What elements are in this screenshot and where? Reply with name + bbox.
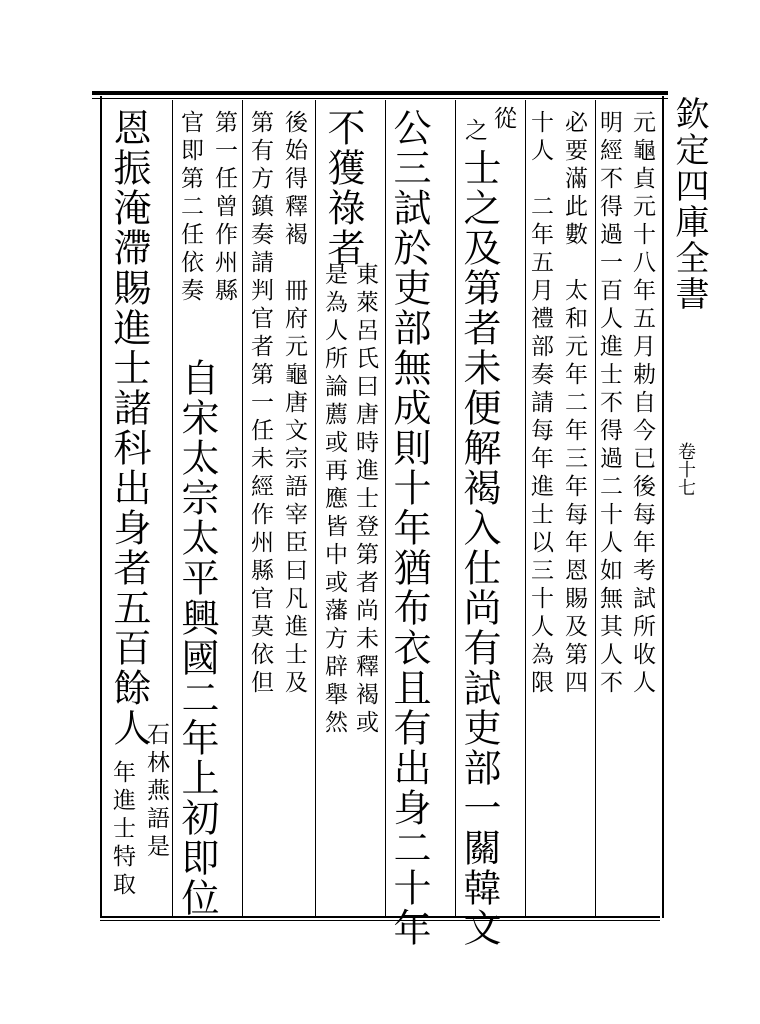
text-column: 之 — [461, 118, 487, 146]
book-title: 欽定四庫全書 — [669, 96, 709, 312]
text-column: 第有方鎮奏請判官者第一任未經作州縣官莫依但 — [247, 110, 273, 698]
top-border-thin — [92, 98, 668, 99]
text-column: 元龜貞元十八年五月勅自今已後每年考試所收人 — [629, 110, 655, 698]
column-divider — [385, 100, 386, 916]
bottom-border-thin — [100, 920, 660, 921]
column-divider — [242, 100, 243, 916]
text-column: 公三試於吏部無成則十年猶布衣且有出身二十年 — [387, 108, 431, 948]
text-column: 從 — [490, 106, 516, 134]
column-divider — [525, 100, 526, 916]
text-column: 官即第二任依奏 — [177, 110, 203, 306]
right-border — [662, 96, 664, 918]
column-divider — [315, 100, 316, 916]
text-column: 士之及第者未便解褐入仕尚有試吏部一關韓文 — [457, 148, 501, 948]
column-divider — [172, 100, 173, 916]
text-column: 不獲祿者 — [321, 108, 365, 268]
volume-label: 卷十七 — [675, 442, 696, 496]
text-column: 東萊呂氏曰唐時進士登第者尚未釋褐或 — [352, 262, 378, 738]
text-column: 第一任曾作州縣 — [211, 110, 237, 306]
text-column: 年進士特取 — [109, 760, 135, 900]
column-divider — [455, 100, 456, 916]
text-column: 自宋太宗太平興國二年上初即位 — [175, 358, 219, 918]
text-column: 明經不得過一百人進士不得過二十人如無其人不 — [596, 110, 622, 698]
left-border — [100, 96, 102, 918]
text-column: 是為人所論薦或再應皆中或藩方辟舉然 — [321, 262, 347, 738]
text-column: 石林燕語是 — [143, 722, 169, 862]
text-column: 恩振淹滯賜進士諸科出身者五百餘人 — [107, 108, 151, 748]
text-column: 後始得釋褐 冊府元龜唐文宗語宰臣曰凡進士及 — [281, 110, 307, 698]
top-border — [92, 91, 668, 95]
text-column: 十人 二年五月禮部奏請每年進士以三十人為限 — [527, 110, 553, 698]
text-column: 必要滿此數 太和元年二年三年每年恩賜及第四 — [561, 110, 587, 698]
